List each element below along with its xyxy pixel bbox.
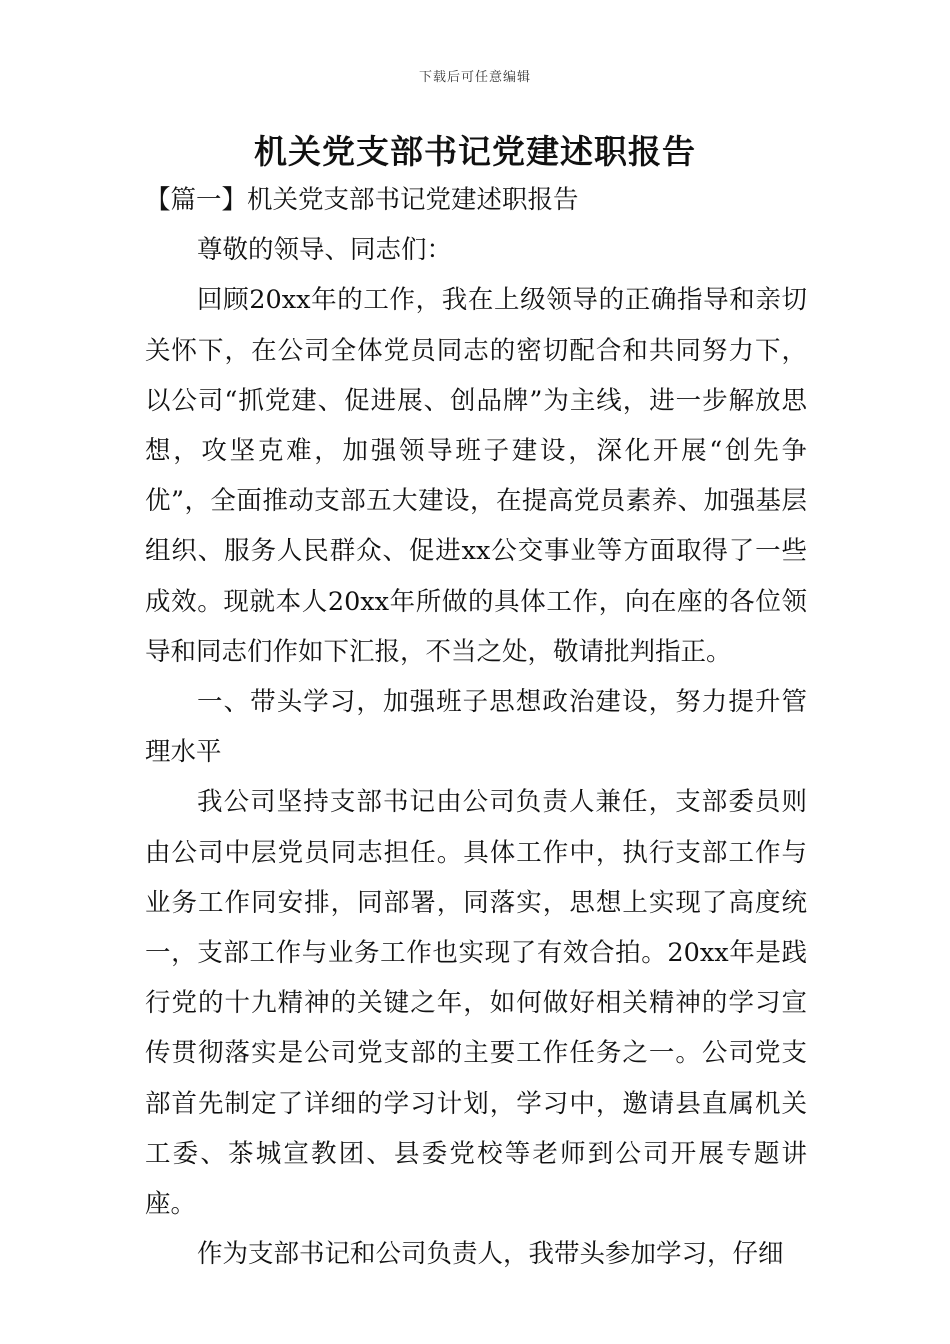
document-body — [145, 175, 807, 1279]
paragraph-intro: 回顾20xx年的工作，我在上级领导的正确指导和亲切关怀下，在公司全体党员同志的密切配合和共同努力下，以公司“抓党建、促进展、创品牌”为主线，进一步解放思想，攻坚克难，加强领导班子建设，深化开展“创先争优”，全面推动支部五大建设，在提高党员素养、加强基层组织、服务人民群众、促进xx公交事业等方面取得了一些成效。现就本人20xx年所做的具体工作，向在座的各位领导和同志们作如下汇报，不当之处，敬请批判指正。 — [145, 285, 807, 667]
section-heading: 【篇一】机关党支部书记党建述职报告 — [145, 185, 579, 215]
paragraph-continued: 作为支部书记和公司负责人，我带头参加学习，仔细 — [197, 1239, 784, 1270]
paragraph-study: 我公司坚持支部书记由公司负责人兼任，支部委员则由公司中层党员同志担任。具体工作中，执行支部工作与业务工作同安排，同部署，同落实，思想上实现了高度统一，支部工作与业务工作也实现了有效合拍。20xx年是践行党的十九精神的关键之年，如何做好相关精神的学习宣传贯彻落实是公司党支部的主要工作任务之一。公司党支部首先制定了详细的学习计划，学习中，邀请县直属机关工委、茶城宣教团、县委党校等老师到公司开展专题讲座。 — [145, 787, 807, 1220]
paragraph-heading-one: 一、带头学习，加强班子思想政治建设，努力提升管理水平 — [145, 687, 807, 768]
document-title: 机关党支部书记党建述职报告 — [254, 132, 696, 171]
header-note: 下载后可任意编辑 — [418, 70, 531, 85]
salutation: 尊敬的领导、同志们： — [197, 235, 453, 266]
